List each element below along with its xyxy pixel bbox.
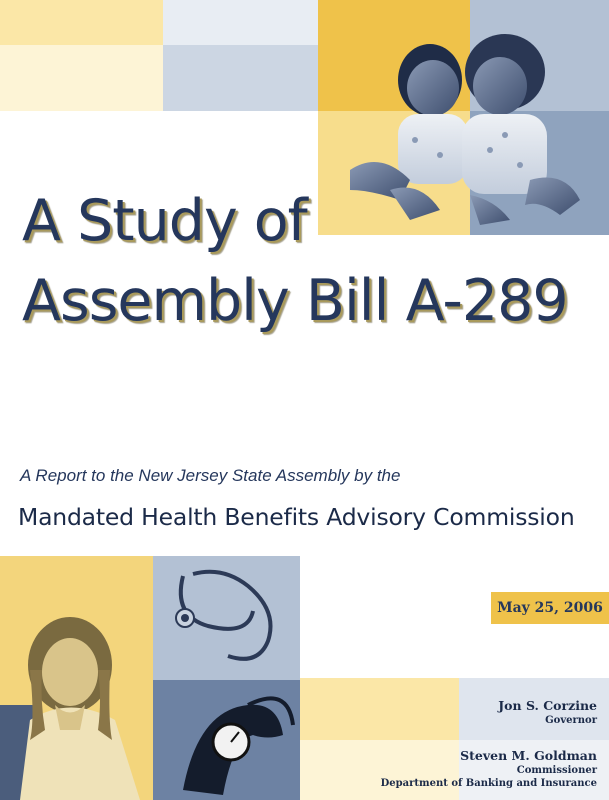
signatory-governor [498, 698, 597, 726]
title-line-2: Assembly Bill A-289 [22, 268, 568, 334]
governor-name: Jon S. Corzine [498, 698, 597, 713]
top-block-3 [0, 45, 163, 111]
stethoscope-illustration [153, 556, 300, 680]
top-block-4 [163, 45, 318, 111]
report-date: May 25, 2006 [491, 592, 609, 624]
commission-name: Mandated Health Benefits Advisory Commission [18, 503, 575, 531]
top-block-1 [0, 0, 163, 45]
department-name: Department of Banking and Insurance [380, 778, 597, 789]
governor-title: Governor [545, 715, 597, 726]
report-subtitle: A Report to the New Jersey State Assembly by the [20, 466, 401, 485]
top-block-2 [163, 0, 318, 45]
commissioner-name: Steven M. Goldman [460, 748, 597, 763]
children-photo [330, 30, 590, 235]
title-line-1: A Study of [22, 188, 307, 254]
woman-photo [0, 610, 153, 800]
commissioner-title: Commissioner [516, 765, 597, 776]
signatory-commissioner [381, 748, 597, 789]
blood-pressure-illustration [153, 680, 300, 800]
bottom-block-4 [300, 678, 459, 740]
